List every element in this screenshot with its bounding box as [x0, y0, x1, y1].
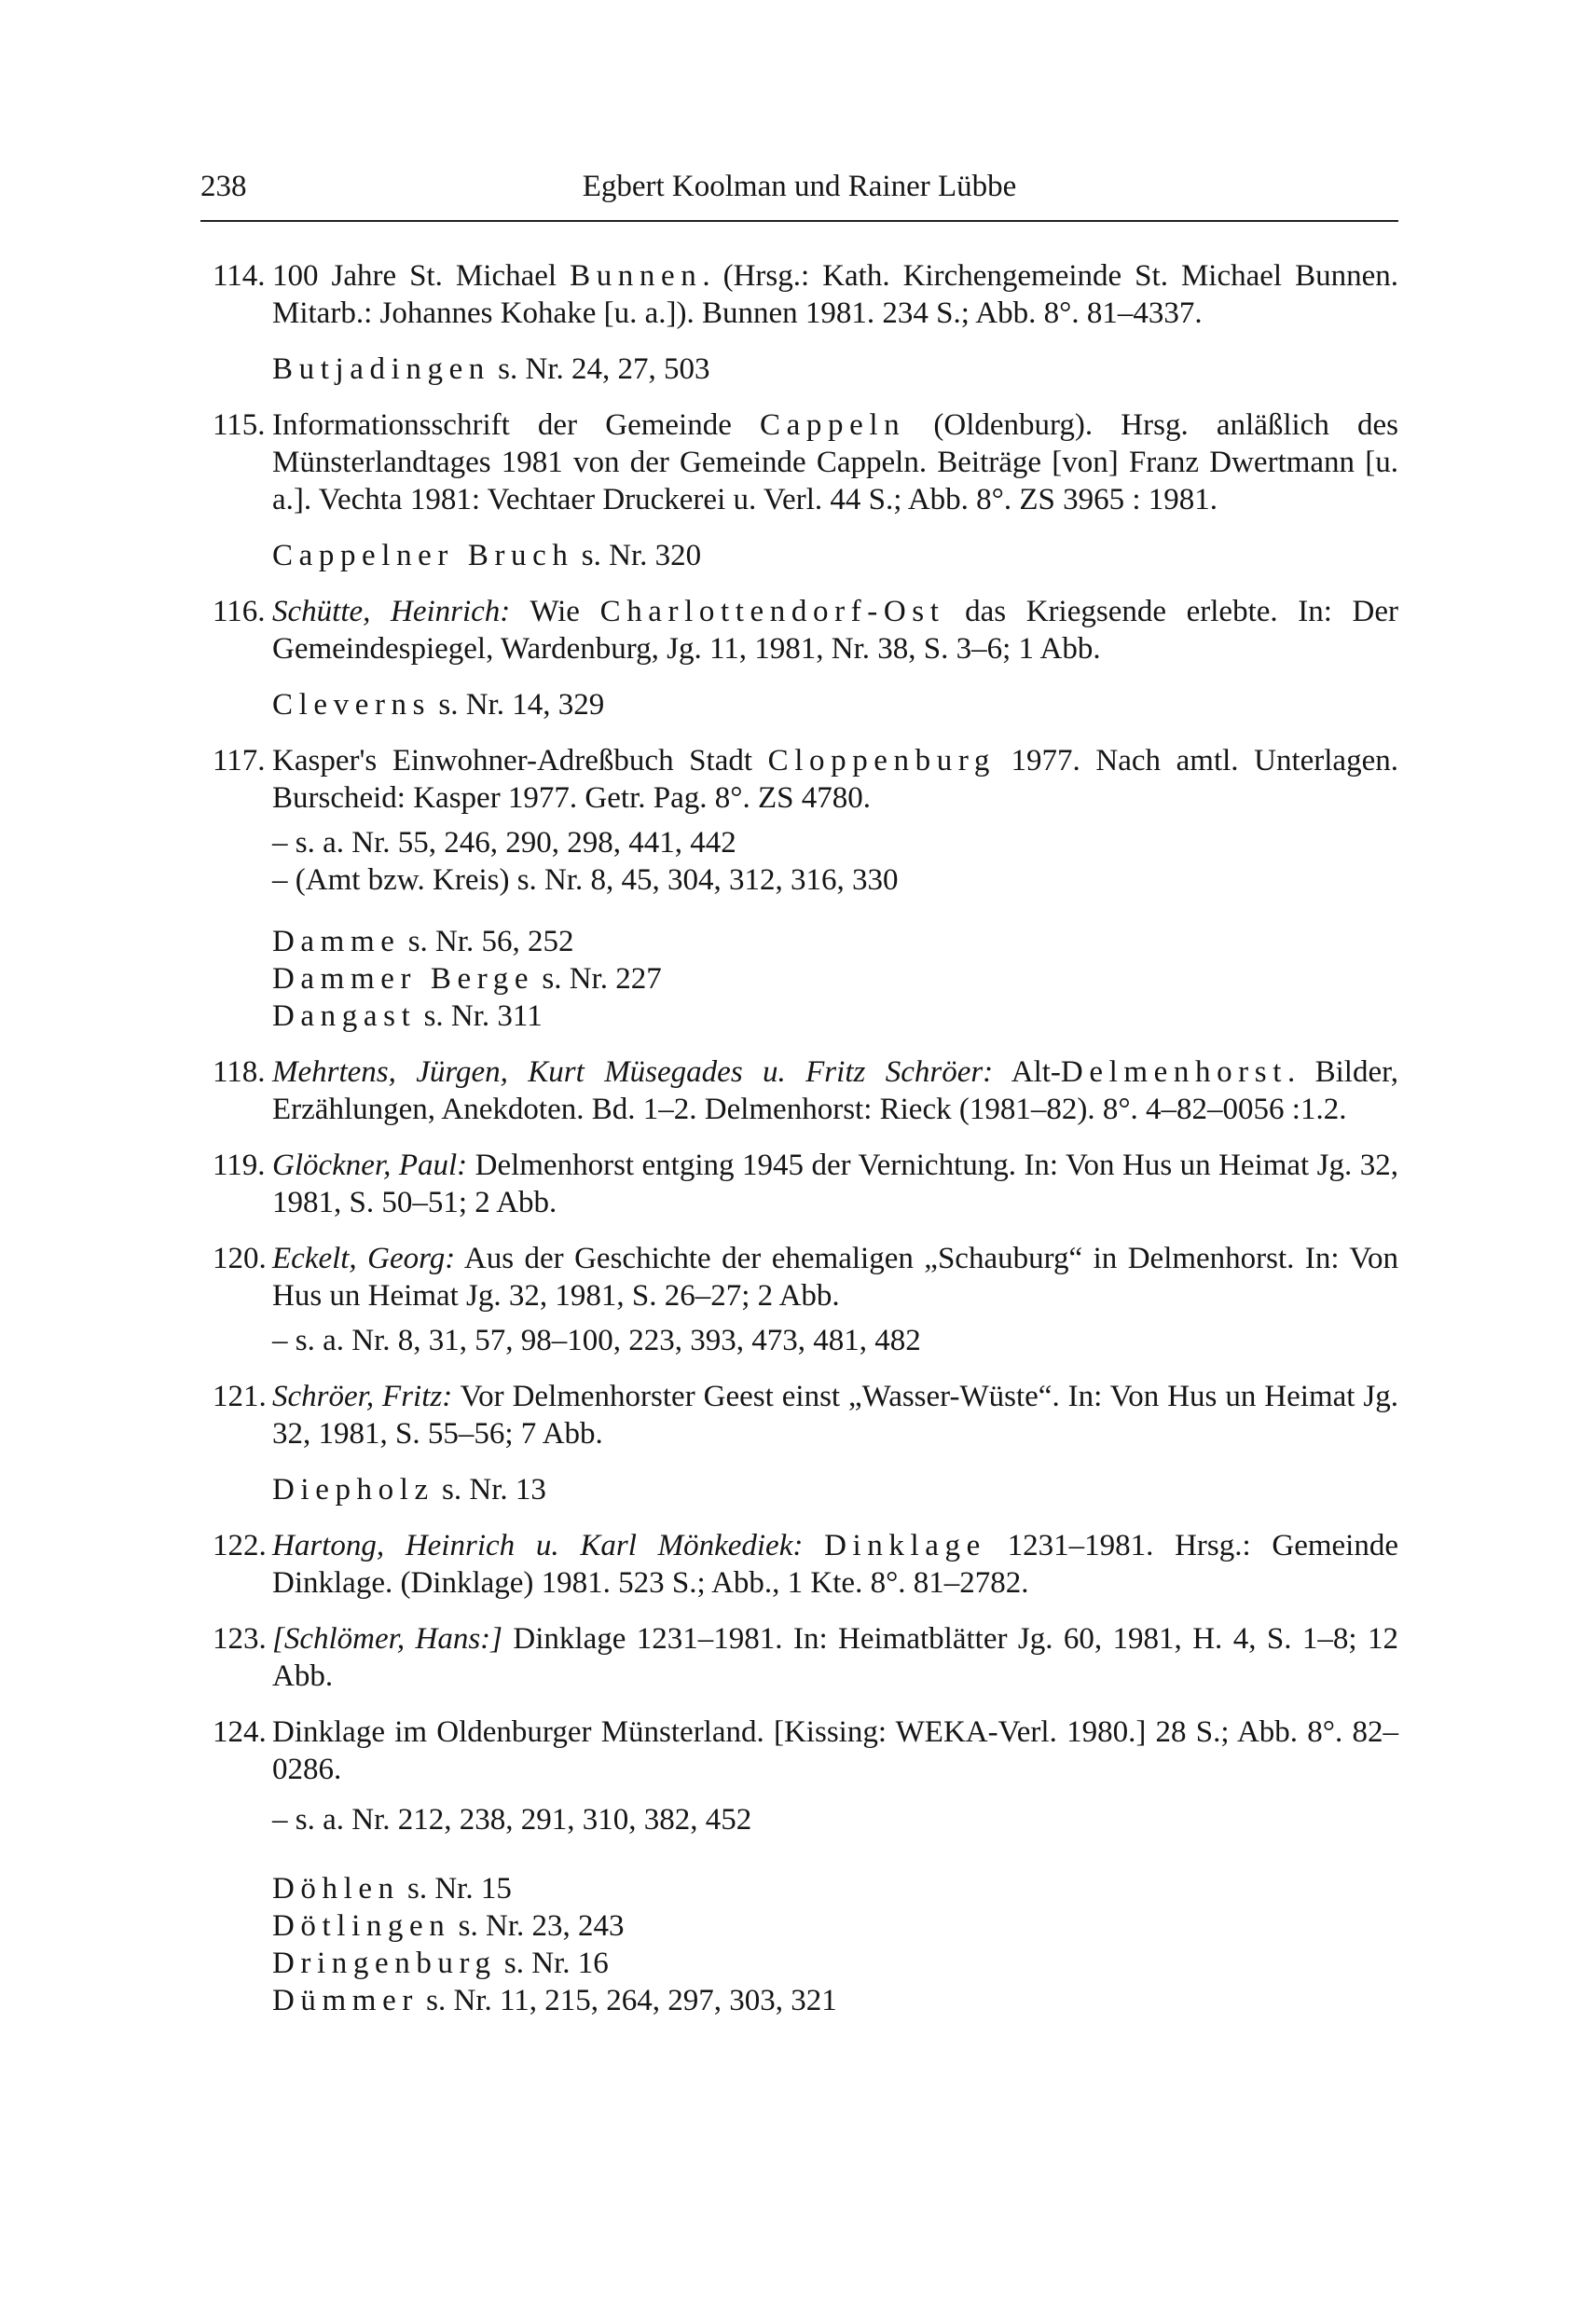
- cross-reference-group: [213, 1870, 1398, 2019]
- entry-118: [213, 1053, 1398, 1128]
- cross-reference: [213, 1471, 1398, 1508]
- entry-number: 120.: [213, 1242, 267, 1275]
- entry-text: [272, 1240, 1398, 1314]
- place-name: Dötlingen: [272, 1909, 451, 1943]
- place-name: Butjadingen: [272, 352, 490, 386]
- place-name: Dringenburg: [272, 1947, 497, 1980]
- entry-number: 114.: [213, 259, 266, 293]
- page-number: 238: [200, 170, 247, 203]
- entry-number: 115.: [213, 408, 266, 442]
- place-name: Cappeln: [760, 408, 906, 442]
- entry-text: [272, 1378, 1398, 1452]
- entry-text: [272, 742, 1398, 817]
- page-header: [200, 168, 1398, 209]
- author-name: [Schlömer, Hans:]: [272, 1622, 502, 1656]
- reference-numbers: s. Nr. 13: [433, 1473, 546, 1507]
- entry-text-part: Delmenhorst entging 1945 der Vernichtung. In: Von Hus un Heimat Jg. 32, 1981, S. 50–51; 2 Abb.: [272, 1149, 1398, 1219]
- entry-number: 122.: [213, 1529, 267, 1562]
- entry-119: [213, 1147, 1398, 1221]
- entry-text: [272, 406, 1398, 518]
- entry-number: 124.: [213, 1715, 267, 1749]
- entry-text-part: Informationsschrift der Gemeinde: [272, 408, 761, 442]
- see-also: – s. a. Nr. 212, 238, 291, 310, 382, 452: [272, 1803, 752, 1837]
- cross-reference: [213, 1870, 1398, 1907]
- entry-number: 119.: [213, 1149, 266, 1182]
- reference-numbers: s. Nr. 16: [496, 1947, 609, 1980]
- header-rule: [200, 220, 1398, 222]
- entry-number: 118.: [213, 1055, 266, 1089]
- place-name: Dümmer: [272, 1984, 419, 2017]
- entry-text-part: das Kriegsende erlebte. In: Der Gemeindespiegel, Wardenburg, Jg. 11, 1981, Nr. 38, S. 3–6; 1 Abb.: [272, 595, 1398, 666]
- reference-numbers: s. Nr. 320: [573, 539, 702, 572]
- see-also: – s. a. Nr. 8, 31, 57, 98–100, 223, 393, 473, 481, 482: [272, 1324, 921, 1357]
- see-also: – s. a. Nr. 55, 246, 290, 298, 441, 442: [272, 826, 736, 860]
- entry-number: 123.: [213, 1622, 267, 1656]
- entry-number: 116.: [213, 595, 266, 628]
- cross-reference: [213, 351, 1398, 388]
- place-name: Bunnen: [570, 259, 703, 293]
- entry-text-part: 1231–1981. Hrsg.: Gemeinde Dinklage. (Dinklage) 1981. 523 S.; Abb., 1 Kte. 8°. 81–2782.: [272, 1529, 1398, 1600]
- entry-text-part: Wie: [510, 595, 600, 628]
- entry-text-part: . Bilder, Erzählungen, Anekdoten. Bd. 1–2. Delmenhorst: Rieck (1981–82). 8°. 4–82–0056 :1.2.: [272, 1055, 1399, 1126]
- author-name: Mehrtens, Jürgen, Kurt Müsegades u. Fritz Schröer:: [272, 1055, 994, 1089]
- entry-text: [272, 1620, 1398, 1695]
- entry-text: [272, 257, 1398, 332]
- author-name: Eckelt, Georg:: [272, 1242, 456, 1275]
- entry-text-part: Kasper's Einwohner-Adreßbuch Stadt: [272, 744, 768, 778]
- entry-text: [272, 593, 1398, 667]
- place-name: Diepholz: [272, 1473, 434, 1507]
- place-name: Delmenhorst: [1060, 1055, 1287, 1089]
- cross-reference: [213, 537, 1398, 574]
- place-name: Cloppenburg: [767, 744, 996, 778]
- entry-123: [213, 1620, 1398, 1695]
- entry-122: [213, 1527, 1398, 1602]
- entry-text-part: (Oldenburg). Hrsg. anläßlich des Münsterlandtages 1981 von der Gemeinde Cappeln. Beiträge [von] Franz Dwertmann [u. a.]. Vechta 1981: Vechtaer Druckerei u. Verl. 44 S.; Abb. 8°. ZS 3965 : 1981.: [272, 408, 1398, 516]
- entry-text: [272, 1147, 1398, 1221]
- place-name: Damme: [272, 925, 401, 958]
- entry-text-part: Aus der Geschichte der ehemaligen „Schauburg“ in Delmenhorst. In: Von Hus un Heimat Jg. 32, 1981, S. 26–27; 2 Abb.: [272, 1242, 1398, 1313]
- entry-text-part: 100 Jahre St. Michael: [272, 259, 571, 293]
- cross-reference: [213, 1907, 1398, 1945]
- entry-124: [213, 1713, 1398, 1788]
- entry-text-part: Dinklage im Oldenburger Münsterland. [Kissing: WEKA-Verl. 1980.] 28 S.; Abb. 8°. 82–0286.: [272, 1715, 1398, 1786]
- entry-114: [213, 257, 1398, 332]
- entry-text: [272, 1053, 1398, 1128]
- reference-numbers: s. Nr. 56, 252: [400, 925, 574, 958]
- cross-reference: [213, 1982, 1398, 2019]
- author-name: Schütte, Heinrich:: [272, 595, 511, 628]
- reference-numbers: s. Nr. 14, 329: [431, 688, 605, 722]
- place-name: Dammer Berge: [272, 962, 535, 996]
- reference-numbers: s. Nr. 15: [399, 1872, 512, 1906]
- place-name: Cappelner Bruch: [272, 539, 574, 572]
- entry-number: 117.: [213, 744, 266, 778]
- entry-121: [213, 1378, 1398, 1452]
- reference-numbers: s. Nr. 311: [416, 999, 543, 1033]
- bibliography-list: [213, 257, 1398, 2038]
- entry-text: [272, 1527, 1398, 1602]
- cross-reference: [213, 1945, 1398, 1982]
- place-name: Dinklage: [824, 1529, 986, 1562]
- entry-120: [213, 1240, 1398, 1314]
- place-name: Charlottendorf-Ost: [599, 595, 945, 628]
- reference-numbers: s. Nr. 227: [534, 962, 662, 996]
- entry-text-part: [803, 1529, 824, 1562]
- author-name: Hartong, Heinrich u. Karl Mönkediek:: [272, 1529, 804, 1562]
- see-also: – (Amt bzw. Kreis) s. Nr. 8, 45, 304, 312, 316, 330: [272, 863, 899, 897]
- place-name: Cleverns: [272, 688, 432, 722]
- reference-numbers: s. Nr. 24, 27, 503: [489, 352, 710, 386]
- entry-text-part: . (Hrsg.: Kath. Kirchengemeinde St. Michael Bunnen. Mitarb.: Johannes Kohake [u. a.]). Bunnen 1981. 234 S.; Abb. 8°. 81–4337.: [272, 259, 1398, 330]
- cross-reference: [213, 998, 1398, 1035]
- author-name: Glöckner, Paul:: [272, 1149, 468, 1182]
- entry-text-part: 1977. Nach amtl. Unterlagen. Burscheid: Kasper 1977. Getr. Pag. 8°. ZS 4780.: [272, 744, 1398, 815]
- entry-text: [272, 1713, 1398, 1788]
- entry-115: [213, 406, 1398, 518]
- entry-text-part: Dinklage 1231–1981. In: Heimatblätter Jg. 60, 1981, H. 4, S. 1–8; 12 Abb.: [272, 1622, 1398, 1693]
- cross-reference-group: [213, 923, 1398, 1035]
- entry-number: 121.: [213, 1380, 267, 1413]
- entry-116: [213, 593, 1398, 667]
- cross-reference: [213, 686, 1398, 723]
- reference-numbers: s. Nr. 23, 243: [450, 1909, 625, 1943]
- reference-numbers: s. Nr. 11, 215, 264, 297, 303, 321: [418, 1984, 837, 2017]
- see-also-group: [213, 824, 1398, 899]
- running-head: Egbert Koolman und Rainer Lübbe: [582, 170, 1017, 203]
- author-name: Schröer, Fritz:: [272, 1380, 453, 1413]
- entry-117: [213, 742, 1398, 817]
- cross-reference: [213, 923, 1398, 960]
- place-name: Döhlen: [272, 1872, 400, 1906]
- cross-reference: [213, 960, 1398, 998]
- entry-text-part: Vor Delmenhorster Geest einst „Wasser-Wüste“. In: Von Hus un Heimat Jg. 32, 1981, S. 55–56; 7 Abb.: [272, 1380, 1398, 1451]
- entry-text-part: Alt-: [993, 1055, 1061, 1089]
- place-name: Dangast: [272, 999, 417, 1033]
